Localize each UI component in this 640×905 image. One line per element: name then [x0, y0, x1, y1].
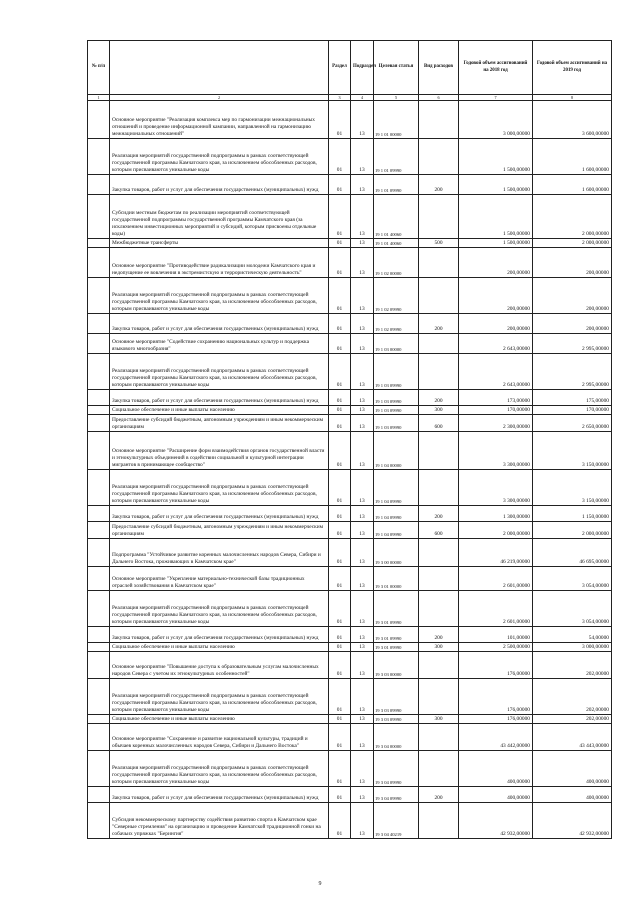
- cell-podrazdel: 13: [351, 248, 374, 278]
- budget-table: [87, 40, 612, 839]
- table-row: [88, 406, 612, 415]
- cell-amount-2018: 2 000,00000: [459, 522, 533, 539]
- cell-razdel: 01: [329, 751, 351, 787]
- cell-amount-2018: 200,00000: [459, 248, 533, 278]
- cell-podrazdel: 13: [351, 239, 374, 248]
- cell-name: Закупка товаров, работ и услуг для обеспечения государственных (муниципальных) нужд: [110, 627, 329, 643]
- table-row: [88, 787, 612, 803]
- cell-target-article: 19 1 03 09990: [374, 390, 419, 406]
- cell-target-article: 19 3 04 09990: [374, 787, 419, 803]
- cell-podrazdel: 13: [351, 195, 374, 239]
- cell-target-article: 19 1 03 09990: [374, 406, 419, 415]
- cell-num: [88, 432, 110, 470]
- cell-podrazdel: 13: [351, 354, 374, 390]
- cell-razdel: 01: [329, 248, 351, 278]
- cell-target-article: 19 1 03 09990: [374, 415, 419, 432]
- header-razdel: Раздел: [329, 41, 351, 95]
- cell-target-article: 19 3 01 09990: [374, 627, 419, 643]
- cell-target-article: 19 3 01 00000: [374, 567, 419, 591]
- cell-num: [88, 406, 110, 415]
- cell-num: [88, 591, 110, 627]
- cell-expense-type: 300: [419, 643, 459, 652]
- cell-name: Закупка товаров, работ и услуг для обеспечения государственных (муниципальных) нужд: [110, 506, 329, 522]
- table-row: [88, 803, 612, 839]
- cell-name: Закупка товаров, работ и услуг для обеспечения государственных (муниципальных) нужд: [110, 390, 329, 406]
- cell-razdel: 01: [329, 539, 351, 567]
- table-row: [88, 522, 612, 539]
- cell-expense-type: [419, 432, 459, 470]
- cell-amount-2019: 2 650,00000: [533, 415, 612, 432]
- cell-amount-2019: 200,00000: [533, 314, 612, 334]
- cell-target-article: 19 1 01 09990: [374, 175, 419, 195]
- cell-razdel: 01: [329, 101, 351, 139]
- cell-expense-type: [419, 591, 459, 627]
- cell-razdel: 01: [329, 406, 351, 415]
- cell-amount-2019: 3 600,00000: [533, 101, 612, 139]
- table-body: [88, 95, 612, 839]
- cell-expense-type: [419, 354, 459, 390]
- cell-amount-2018: 3 000,00000: [459, 101, 533, 139]
- cell-amount-2019: 54,00000: [533, 627, 612, 643]
- cell-razdel: 01: [329, 195, 351, 239]
- cell-razdel: 01: [329, 354, 351, 390]
- header-name: [110, 41, 329, 95]
- cell-amount-2019: 3 000,00000: [533, 643, 612, 652]
- cell-podrazdel: 13: [351, 506, 374, 522]
- cell-amount-2018: 176,00000: [459, 715, 533, 724]
- table-row: [88, 354, 612, 390]
- cell-podrazdel: 13: [351, 591, 374, 627]
- budget-table-sheet: [87, 40, 611, 839]
- cell-podrazdel: 13: [351, 432, 374, 470]
- cell-amount-2018: 2 601,00000: [459, 567, 533, 591]
- cell-target-article: 19 1 03 09990: [374, 354, 419, 390]
- table-row: [88, 652, 612, 679]
- cell-amount-2019: 2 000,00000: [533, 239, 612, 248]
- cell-num: [88, 415, 110, 432]
- table-row: [88, 415, 612, 432]
- cell-amount-2018: 2 601,00000: [459, 591, 533, 627]
- cell-amount-2019: 202,00000: [533, 679, 612, 715]
- cell-target-article: 19 3 04 09990: [374, 751, 419, 787]
- cell-target-article: 19 3 03 09990: [374, 715, 419, 724]
- cell-razdel: 01: [329, 627, 351, 643]
- cell-amount-2019: 2 995,00000: [533, 354, 612, 390]
- cell-amount-2019: 3 054,00000: [533, 567, 612, 591]
- cell-razdel: 01: [329, 415, 351, 432]
- cell-name: Подпрограмма "Устойчивое развитие коренных малочисленных народов Севера, Сибири и Дальнего Востока, проживающих в Камчатском крае": [110, 539, 329, 567]
- cell-num: [88, 715, 110, 724]
- cell-num: [88, 470, 110, 506]
- cell-amount-2019: 202,00000: [533, 715, 612, 724]
- cell-expense-type: 200: [419, 506, 459, 522]
- cell-razdel: 01: [329, 390, 351, 406]
- cell-num: [88, 627, 110, 643]
- cell-name: Основное мероприятие "Реализация комплекса мер по гармонизации межнациональных отношений и проведение информационной кампании, направленной на гармонизацию межнациональных отношений": [110, 101, 329, 139]
- cell-amount-2019: 400,00000: [533, 751, 612, 787]
- cell-amount-2018: 2 643,00000: [459, 334, 533, 354]
- cell-name: Социальное обеспечение и иные выплаты населению: [110, 406, 329, 415]
- cell-expense-type: 200: [419, 787, 459, 803]
- cell-razdel: 01: [329, 334, 351, 354]
- cell-podrazdel: 13: [351, 803, 374, 839]
- cell-amount-2019: 43 443,00000: [533, 724, 612, 751]
- cell-amount-2018: 1 500,00000: [459, 195, 533, 239]
- cell-amount-2018: 176,00000: [459, 652, 533, 679]
- cell-razdel: 01: [329, 314, 351, 334]
- cell-amount-2018: 1 300,00000: [459, 506, 533, 522]
- cell-target-article: 19 1 01 09990: [374, 139, 419, 175]
- cell-amount-2019: 2 000,00000: [533, 522, 612, 539]
- column-index: 1: [88, 95, 110, 101]
- cell-amount-2019: 200,00000: [533, 248, 612, 278]
- cell-name: Субсидия некоммерческому партнерству содействия развитию спорта в Камчатском крае "Северные стремления" на организацию и проведение Камчатской традиционной гонки на собачьих упряжках "Берингия": [110, 803, 329, 839]
- cell-expense-type: [419, 248, 459, 278]
- cell-name: Предоставление субсидий бюджетным, автономным учреждениям и иным некоммерческим организациям: [110, 415, 329, 432]
- cell-amount-2019: 42 932,00000: [533, 803, 612, 839]
- table-row: [88, 470, 612, 506]
- cell-expense-type: [419, 334, 459, 354]
- cell-amount-2018: 2 500,00000: [459, 643, 533, 652]
- cell-name: Основное мероприятие "Повышение доступа к образовательным услугам малочисленных народов Севера с учетом их этнокультурных особенностей": [110, 652, 329, 679]
- table-row: [88, 567, 612, 591]
- table-row: [88, 679, 612, 715]
- cell-podrazdel: 13: [351, 539, 374, 567]
- table-row: [88, 506, 612, 522]
- cell-num: [88, 679, 110, 715]
- table-row: [88, 627, 612, 643]
- cell-podrazdel: 13: [351, 139, 374, 175]
- cell-razdel: 01: [329, 278, 351, 314]
- cell-num: [88, 354, 110, 390]
- cell-amount-2018: 2 643,00000: [459, 354, 533, 390]
- cell-amount-2018: 3 300,00000: [459, 470, 533, 506]
- cell-podrazdel: 13: [351, 751, 374, 787]
- cell-podrazdel: 13: [351, 643, 374, 652]
- cell-name: Основное мероприятие "Расширение форм взаимодействия органов государственной власти и этнокультурных объединений в содействии социальной и культурной интеграции мигрантов в принимающее сообщество": [110, 432, 329, 470]
- table-row: [88, 591, 612, 627]
- cell-amount-2018: 176,00000: [459, 679, 533, 715]
- cell-expense-type: [419, 751, 459, 787]
- cell-amount-2019: 175,00000: [533, 390, 612, 406]
- table-row: [88, 101, 612, 139]
- cell-num: [88, 101, 110, 139]
- cell-amount-2019: 3 150,00000: [533, 432, 612, 470]
- table-row: [88, 390, 612, 406]
- cell-name: Закупка товаров, работ и услуг для обеспечения государственных (муниципальных) нужд: [110, 314, 329, 334]
- cell-expense-type: 200: [419, 175, 459, 195]
- cell-podrazdel: 13: [351, 278, 374, 314]
- cell-amount-2019: 1 600,00000: [533, 139, 612, 175]
- cell-target-article: 19 3 00 00000: [374, 539, 419, 567]
- cell-razdel: 01: [329, 506, 351, 522]
- cell-target-article: 19 1 03 00000: [374, 334, 419, 354]
- cell-podrazdel: 13: [351, 567, 374, 591]
- cell-amount-2019: 3 150,00000: [533, 470, 612, 506]
- column-index: 7: [459, 95, 533, 101]
- cell-num: [88, 522, 110, 539]
- cell-podrazdel: 13: [351, 415, 374, 432]
- cell-amount-2019: 202,00000: [533, 652, 612, 679]
- cell-amount-2019: 3 054,00000: [533, 591, 612, 627]
- header-year-2018: Годовой объем ассигнований на 2018 год: [459, 41, 533, 95]
- cell-amount-2019: 400,00000: [533, 787, 612, 803]
- cell-podrazdel: 13: [351, 390, 374, 406]
- cell-num: [88, 239, 110, 248]
- cell-target-article: 19 3 01 09990: [374, 591, 419, 627]
- table-header-row: [88, 41, 612, 95]
- table-row: [88, 643, 612, 652]
- header-podrazdel: Подраздел: [351, 41, 374, 95]
- cell-amount-2018: 2 300,00000: [459, 415, 533, 432]
- cell-num: [88, 652, 110, 679]
- table-row: [88, 278, 612, 314]
- cell-amount-2018: 1 500,00000: [459, 175, 533, 195]
- table-row: [88, 751, 612, 787]
- table-row: [88, 715, 612, 724]
- cell-razdel: 01: [329, 567, 351, 591]
- cell-amount-2018: 43 442,00000: [459, 724, 533, 751]
- cell-expense-type: [419, 139, 459, 175]
- table-row: [88, 539, 612, 567]
- cell-expense-type: 200: [419, 390, 459, 406]
- cell-num: [88, 724, 110, 751]
- cell-amount-2019: 2 995,00000: [533, 334, 612, 354]
- cell-podrazdel: 13: [351, 724, 374, 751]
- cell-amount-2019: 46 695,00000: [533, 539, 612, 567]
- cell-num: [88, 539, 110, 567]
- cell-podrazdel: 13: [351, 314, 374, 334]
- cell-name: Основное мероприятие "Сохранение и развитие национальной культуры, традиций и обычаев коренных малочисленных народов Севера, Сибири и Дальнего Востока": [110, 724, 329, 751]
- cell-expense-type: 500: [419, 239, 459, 248]
- cell-expense-type: 600: [419, 522, 459, 539]
- cell-amount-2019: 2 000,00000: [533, 195, 612, 239]
- cell-razdel: 01: [329, 679, 351, 715]
- cell-razdel: 01: [329, 432, 351, 470]
- cell-amount-2018: 42 932,00000: [459, 803, 533, 839]
- cell-expense-type: 300: [419, 406, 459, 415]
- cell-podrazdel: 13: [351, 522, 374, 539]
- cell-razdel: 01: [329, 239, 351, 248]
- cell-name: Социальное обеспечение и иные выплаты населению: [110, 643, 329, 652]
- cell-num: [88, 314, 110, 334]
- cell-target-article: 19 1 01 40060: [374, 239, 419, 248]
- cell-expense-type: [419, 652, 459, 679]
- cell-expense-type: 200: [419, 627, 459, 643]
- cell-razdel: 01: [329, 175, 351, 195]
- cell-num: [88, 248, 110, 278]
- column-index: 5: [374, 95, 419, 101]
- cell-amount-2019: 1 600,00000: [533, 175, 612, 195]
- cell-amount-2019: 170,00000: [533, 406, 612, 415]
- cell-amount-2019: 1 150,00000: [533, 506, 612, 522]
- column-index: 2: [110, 95, 329, 101]
- column-index: 4: [351, 95, 374, 101]
- cell-target-article: 19 1 04 00000: [374, 432, 419, 470]
- cell-razdel: 01: [329, 803, 351, 839]
- table-row: [88, 724, 612, 751]
- cell-expense-type: [419, 679, 459, 715]
- cell-podrazdel: 13: [351, 175, 374, 195]
- cell-name: Субсидии местным бюджетам по реализации мероприятий соответствующей государственной подпрограммы государственной программы Камчатского края (за исключением инвестиционных мероприятий и субсидий, которым присвоены отдельные коды): [110, 195, 329, 239]
- cell-amount-2018: 101,00000: [459, 627, 533, 643]
- cell-target-article: 19 1 01 40060: [374, 195, 419, 239]
- cell-name: Реализация мероприятий государственной подпрограммы в рамках соответствующей государственной программы Камчатского края, за исключением обособленных расходов, которым присваиваются уникальные коды: [110, 139, 329, 175]
- cell-razdel: 01: [329, 787, 351, 803]
- cell-podrazdel: 13: [351, 470, 374, 506]
- cell-name: Межбюджетные трансферты: [110, 239, 329, 248]
- cell-target-article: 19 3 03 00000: [374, 652, 419, 679]
- cell-name: Основное мероприятие "Содействие сохранению национальных культур и поддержка языкового многообразия": [110, 334, 329, 354]
- cell-num: [88, 567, 110, 591]
- cell-expense-type: [419, 724, 459, 751]
- header-num: № п/п: [88, 41, 110, 95]
- cell-amount-2018: 200,00000: [459, 278, 533, 314]
- cell-target-article: 19 3 04 40219: [374, 803, 419, 839]
- cell-name: Предоставление субсидий бюджетным, автономным учреждениям и иным некоммерческим организациям: [110, 522, 329, 539]
- cell-razdel: 01: [329, 715, 351, 724]
- cell-podrazdel: 13: [351, 787, 374, 803]
- cell-podrazdel: 13: [351, 334, 374, 354]
- cell-name: Социальное обеспечение и иные выплаты населению: [110, 715, 329, 724]
- cell-num: [88, 751, 110, 787]
- cell-amount-2018: 1 500,00000: [459, 139, 533, 175]
- cell-num: [88, 787, 110, 803]
- cell-razdel: 01: [329, 591, 351, 627]
- header-year-2019: Годовой объем ассигнований на 2019 год: [533, 41, 612, 95]
- cell-expense-type: [419, 803, 459, 839]
- cell-razdel: 01: [329, 470, 351, 506]
- cell-amount-2018: 1 500,00000: [459, 239, 533, 248]
- column-index: 8: [533, 95, 612, 101]
- cell-amount-2018: 400,00000: [459, 787, 533, 803]
- cell-num: [88, 390, 110, 406]
- table-row: [88, 195, 612, 239]
- cell-target-article: 19 3 04 00000: [374, 724, 419, 751]
- table-row: [88, 139, 612, 175]
- cell-name: Реализация мероприятий государственной подпрограммы в рамках соответствующей государственной программы Камчатского края, за исключением обособленных расходов, которым присваиваются уникальные коды: [110, 470, 329, 506]
- cell-amount-2018: 3 300,00000: [459, 432, 533, 470]
- cell-num: [88, 334, 110, 354]
- table-row: [88, 248, 612, 278]
- cell-expense-type: [419, 278, 459, 314]
- cell-num: [88, 506, 110, 522]
- column-index: 6: [419, 95, 459, 101]
- cell-name: Реализация мероприятий государственной подпрограммы в рамках соответствующей государственной программы Камчатского края, за исключением обособленных расходов, которым присваиваются уникальные коды: [110, 278, 329, 314]
- cell-num: [88, 175, 110, 195]
- page-number: 9: [318, 881, 322, 887]
- table-row: [88, 314, 612, 334]
- cell-amount-2018: 173,00000: [459, 390, 533, 406]
- cell-expense-type: 600: [419, 415, 459, 432]
- table-row: [88, 239, 612, 248]
- cell-target-article: 19 3 01 09990: [374, 643, 419, 652]
- cell-expense-type: 300: [419, 715, 459, 724]
- cell-expense-type: [419, 101, 459, 139]
- cell-target-article: 19 1 01 00000: [374, 101, 419, 139]
- cell-podrazdel: 13: [351, 101, 374, 139]
- cell-target-article: 19 1 04 09990: [374, 522, 419, 539]
- cell-target-article: 19 1 04 09990: [374, 506, 419, 522]
- cell-target-article: 19 1 02 09990: [374, 314, 419, 334]
- table-row: [88, 334, 612, 354]
- header-expense-type: Вид расходов: [419, 41, 459, 95]
- cell-amount-2018: 170,00000: [459, 406, 533, 415]
- cell-name: Реализация мероприятий государственной подпрограммы в рамках соответствующей государственной программы Камчатского края, за исключением обособленных расходов, которым присваиваются уникальные коды: [110, 591, 329, 627]
- cell-podrazdel: 13: [351, 652, 374, 679]
- cell-name: Закупка товаров, работ и услуг для обеспечения государственных (муниципальных) нужд: [110, 175, 329, 195]
- cell-target-article: 19 1 02 09990: [374, 278, 419, 314]
- cell-num: [88, 195, 110, 239]
- cell-razdel: 01: [329, 139, 351, 175]
- cell-amount-2019: 200,00000: [533, 278, 612, 314]
- column-index: 3: [329, 95, 351, 101]
- cell-name: Основное мероприятие "Противодействие радикализации молодежи Камчатского края и недопущение ее вовлечения в экстремистскую и террористическую деятельность": [110, 248, 329, 278]
- cell-amount-2018: 46 219,00000: [459, 539, 533, 567]
- cell-podrazdel: 13: [351, 679, 374, 715]
- cell-podrazdel: 13: [351, 406, 374, 415]
- cell-target-article: 19 1 04 09990: [374, 470, 419, 506]
- cell-podrazdel: 13: [351, 715, 374, 724]
- cell-podrazdel: 13: [351, 627, 374, 643]
- table-row: [88, 432, 612, 470]
- cell-name: Реализация мероприятий государственной подпрограммы в рамках соответствующей государственной программы Камчатского края, за исключением обособленных расходов, которым присваиваются уникальные коды: [110, 354, 329, 390]
- cell-num: [88, 139, 110, 175]
- cell-expense-type: 200: [419, 314, 459, 334]
- cell-name: Реализация мероприятий государственной подпрограммы в рамках соответствующей государственной программы Камчатского края, за исключением обособленных расходов, которым присваиваются уникальные коды: [110, 679, 329, 715]
- cell-expense-type: [419, 470, 459, 506]
- cell-razdel: 01: [329, 522, 351, 539]
- cell-expense-type: [419, 567, 459, 591]
- cell-amount-2018: 400,00000: [459, 751, 533, 787]
- cell-expense-type: [419, 195, 459, 239]
- table-row: [88, 175, 612, 195]
- cell-name: Закупка товаров, работ и услуг для обеспечения государственных (муниципальных) нужд: [110, 787, 329, 803]
- cell-razdel: 01: [329, 643, 351, 652]
- header-target-article: Целевая статья: [374, 41, 419, 95]
- cell-num: [88, 278, 110, 314]
- cell-num: [88, 803, 110, 839]
- cell-razdel: 01: [329, 652, 351, 679]
- cell-target-article: 19 1 02 00000: [374, 248, 419, 278]
- cell-name: Реализация мероприятий государственной подпрограммы в рамках соответствующей государственной программы Камчатского края, за исключением обособленных расходов, которым присваиваются уникальные коды: [110, 751, 329, 787]
- cell-expense-type: [419, 539, 459, 567]
- cell-name: Основное мероприятие "Укрепление материально-технической базы традиционных отраслей хозяйствования в Камчатском крае": [110, 567, 329, 591]
- cell-amount-2018: 200,00000: [459, 314, 533, 334]
- cell-target-article: 19 3 03 09990: [374, 679, 419, 715]
- cell-num: [88, 643, 110, 652]
- cell-razdel: 01: [329, 724, 351, 751]
